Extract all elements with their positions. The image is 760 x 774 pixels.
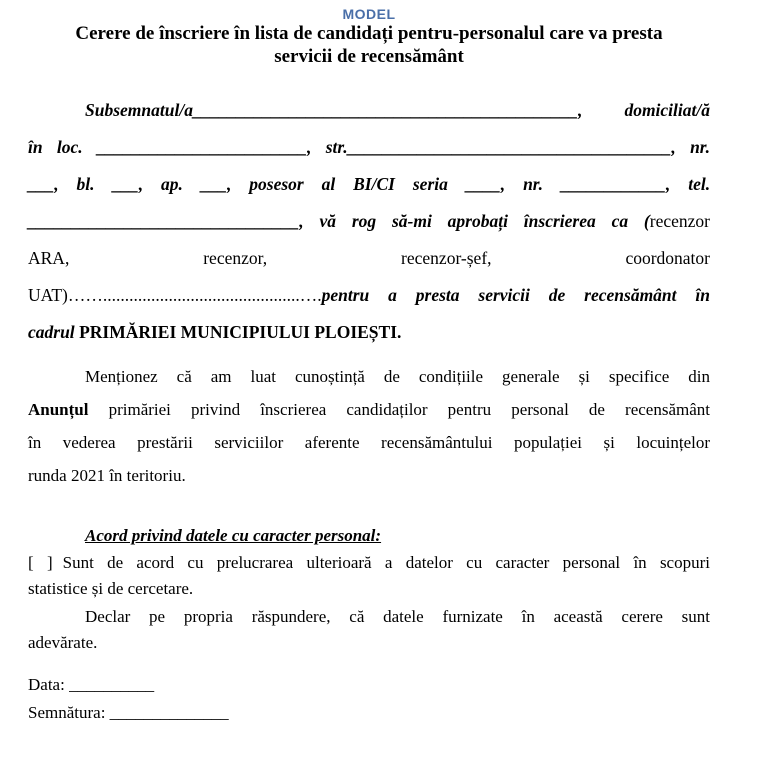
mention-line-3: în vederea prestării serviciilor aferente recensământului populației și locuințelor	[28, 433, 710, 452]
date-line	[28, 671, 710, 699]
request-text: vă rog să-mi aprobați înscrierea ca (	[319, 211, 650, 231]
locality-blank-field: ________________________,	[97, 137, 312, 157]
form-line-uat	[28, 277, 710, 314]
purpose-text: pentru a presta servicii de recensământ în	[321, 285, 710, 305]
form-line-institution	[28, 314, 710, 351]
id-number-label: nr.	[523, 174, 544, 194]
signature-blank-field: ______________	[109, 703, 229, 722]
number-blank-field: ___,	[28, 174, 59, 194]
signature-label: Semnătura:	[28, 703, 106, 722]
street-label: str.	[325, 137, 348, 157]
consent-line-2: statistice și de cercetare.	[28, 578, 194, 598]
declaration-line-1: Declar pe propria răspundere, că datele furnizate în această cerere sunt	[85, 607, 710, 626]
consent-checkbox: [ ]	[28, 553, 53, 572]
role-option-coordonator: coordonator	[625, 248, 710, 268]
role-blank-dots: …….............................................….	[67, 285, 322, 305]
id-series-label: posesor al BI/CI seria	[249, 174, 448, 194]
model-label: MODEL	[342, 6, 396, 22]
role-option-uat: UAT)	[28, 285, 68, 305]
declaration-paragraph	[28, 604, 710, 655]
document-title-line2: servicii de recensământ	[274, 46, 464, 67]
locality-label: în loc.	[28, 137, 83, 157]
block-label: bl.	[76, 174, 95, 194]
declaration-line-2: adevărate.	[28, 632, 98, 652]
mention-line-2	[28, 393, 710, 426]
name-blank-field: ____________________________________________,	[192, 100, 583, 120]
consent-line-1-text: Sunt de acord cu prelucrarea ulterioară a datelor cu caracter personal în scopuri	[62, 553, 710, 572]
id-number-blank-field: ____________,	[560, 174, 671, 194]
form-line-address	[28, 129, 710, 166]
consent-heading	[28, 522, 710, 550]
block-blank-field: ___,	[112, 174, 144, 194]
number-label: nr.	[690, 137, 711, 157]
id-series-blank-field: ____,	[465, 174, 506, 194]
phone-label: tel.	[688, 174, 711, 194]
consent-line-1	[28, 550, 710, 576]
phone-blank-field: _______________________________,	[28, 211, 304, 231]
signature-line	[28, 699, 710, 727]
mention-line-4: runda 2021 în teritoriu.	[28, 466, 186, 485]
consent-paragraph	[28, 550, 710, 601]
date-blank-field: __________	[69, 675, 155, 694]
date-label: Data:	[28, 675, 65, 694]
document-title-line1: Cerere de înscriere în lista de candidați pentru-personalul care va presta	[75, 23, 663, 44]
consent-heading-text: Acord privind datele cu caracter personal:	[85, 526, 382, 545]
mention-line-1: Menționez că am luat cunoștință de condițiile generale și specifice din	[85, 367, 710, 386]
role-option-ara: ARA,	[28, 248, 70, 268]
mention-line-2-text: primăriei privind înscrierea candidaților pentru personal de recensământ	[108, 400, 711, 419]
anunt-label: Anunțul	[28, 400, 89, 419]
role-option-recenzor: recenzor	[649, 211, 710, 231]
form-line-id-details	[28, 166, 710, 203]
application-paragraph	[28, 92, 710, 351]
domiciliat-label: domiciliat/ă	[624, 100, 710, 120]
role-option-recenzor-sef: recenzor-șef,	[401, 248, 492, 268]
form-line-name	[28, 92, 710, 129]
role-option-recenzor-2: recenzor,	[203, 248, 268, 268]
subsemnatul-label: Subsemnatul/a	[85, 100, 193, 120]
street-blank-field: _____________________________________,	[347, 137, 676, 157]
apartment-blank-field: ___,	[200, 174, 232, 194]
cadrul-label: cadrul	[28, 322, 75, 342]
mention-paragraph	[28, 360, 710, 492]
form-line-request	[28, 203, 710, 240]
apartment-label: ap.	[160, 174, 183, 194]
signature-block	[28, 671, 710, 727]
form-line-roles	[28, 240, 710, 277]
institution-name: PRIMĂRIEI MUNICIPIULUI PLOIEȘTI.	[79, 322, 402, 342]
